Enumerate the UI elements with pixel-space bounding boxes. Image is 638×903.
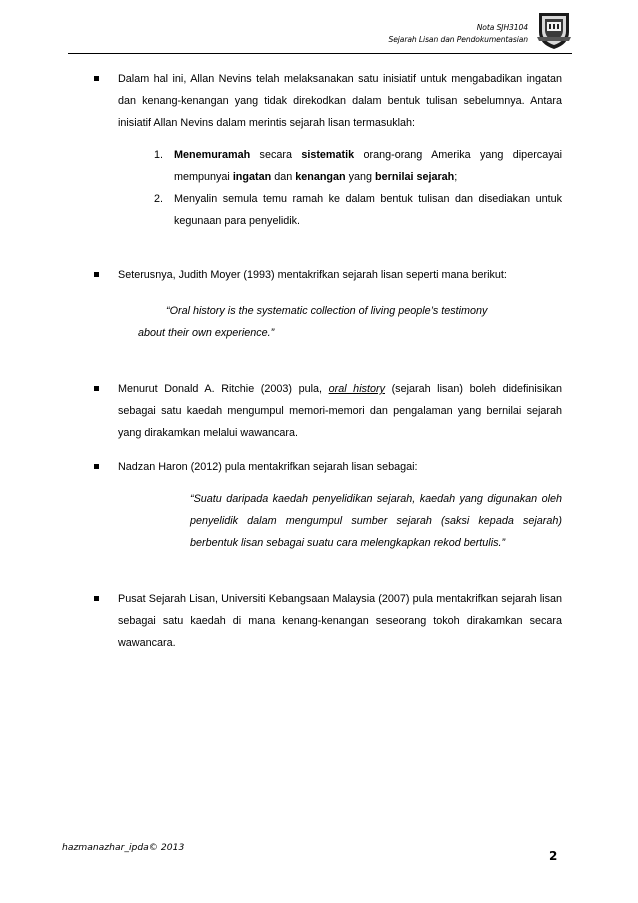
quote-moyer [92, 300, 562, 344]
bullet-ukm [92, 588, 562, 654]
list-item [154, 188, 562, 232]
list-text: Menyalin semula temu ramah ke dalam bentuk tulisan dan disediakan untuk kegunaan para penyelidik. [174, 193, 562, 227]
list-item [154, 144, 562, 188]
quote-line-1: “Oral history is the systematic collection of living people’s testimony [166, 305, 488, 317]
bullet-ritchie [92, 378, 562, 444]
bold-term: kenangan [295, 171, 346, 183]
page-number: 2 [549, 849, 558, 863]
footer-author: hazmanazhar_ipda© 2013 [62, 842, 185, 853]
text-run: Menurut Donald A. Ritchie (2003) pula, [118, 383, 329, 395]
ipda-shield-logo-icon [536, 10, 572, 50]
text-run: (sejarah lisan) boleh didefinisikan sebagai satu kaedah mengumpul memori-memori dan pengalaman yang bernilai sejarah yang dirakamkan melalui wawancara. [118, 383, 562, 439]
course-title: Sejarah Lisan dan Pendokumentasian [388, 35, 528, 44]
bold-term: bernilai sejarah [375, 171, 455, 183]
emphasis-term: oral history [328, 383, 385, 395]
page-body [92, 68, 562, 654]
text-run: ; [454, 171, 458, 183]
text-run: yang [345, 171, 376, 183]
course-code: Nota SJH3104 [476, 23, 528, 32]
bullet-text: Nadzan Haron (2012) pula mentakrifkan sejarah lisan sebagai: [118, 461, 418, 473]
list-number: 2. [154, 193, 164, 205]
bullet-allan-nevins [92, 68, 562, 134]
bullet-text: Dalam hal ini, Allan Nevins telah melaksanakan satu inisiatif untuk mengabadikan ingatan dan kenang-kenangan yang tidak direkodkan dalam bentuk tulisan sebelumnya. Antara inisiatif Allan Nevins dalam merintis sejarah lisan termasuklah: [118, 73, 562, 129]
bullet-judith-moyer [92, 264, 562, 286]
text-run: dan [271, 171, 296, 183]
text-run: secara [250, 149, 302, 161]
numbered-list [92, 144, 562, 232]
bullet-text: Seterusnya, Judith Moyer (1993) mentakrifkan sejarah lisan seperti mana berikut: [118, 269, 507, 281]
text-run: orang-orang Amerika yang dipercayai mempunyai [174, 149, 562, 183]
quote-haron [92, 488, 562, 554]
bold-term: sistematik [301, 149, 355, 161]
header-text [388, 22, 528, 46]
bullet-text: Pusat Sejarah Lisan, Universiti Kebangsaan Malaysia (2007) pula mentakrifkan sejarah lisan sebagai satu kaedah di mana kenang-kenangan seseorang tokoh dirakamkan secara wawancara. [118, 593, 562, 649]
quote-line-2: about their own experience.” [138, 327, 275, 339]
bold-term: ingatan [232, 171, 272, 183]
bullet-nadzan-haron [92, 456, 562, 478]
list-number: 1. [154, 149, 164, 161]
page-header [68, 8, 572, 54]
quote-text: “Suatu daripada kaedah penyelidikan sejarah, kaedah yang digunakan oleh penyelidik dalam mengumpul sumber sejarah (saksi kepada sejarah) berbentuk lisan sebagai suatu cara melengkapkan rekod bertulis.” [190, 493, 562, 549]
bold-term: Menemuramah [174, 149, 251, 161]
